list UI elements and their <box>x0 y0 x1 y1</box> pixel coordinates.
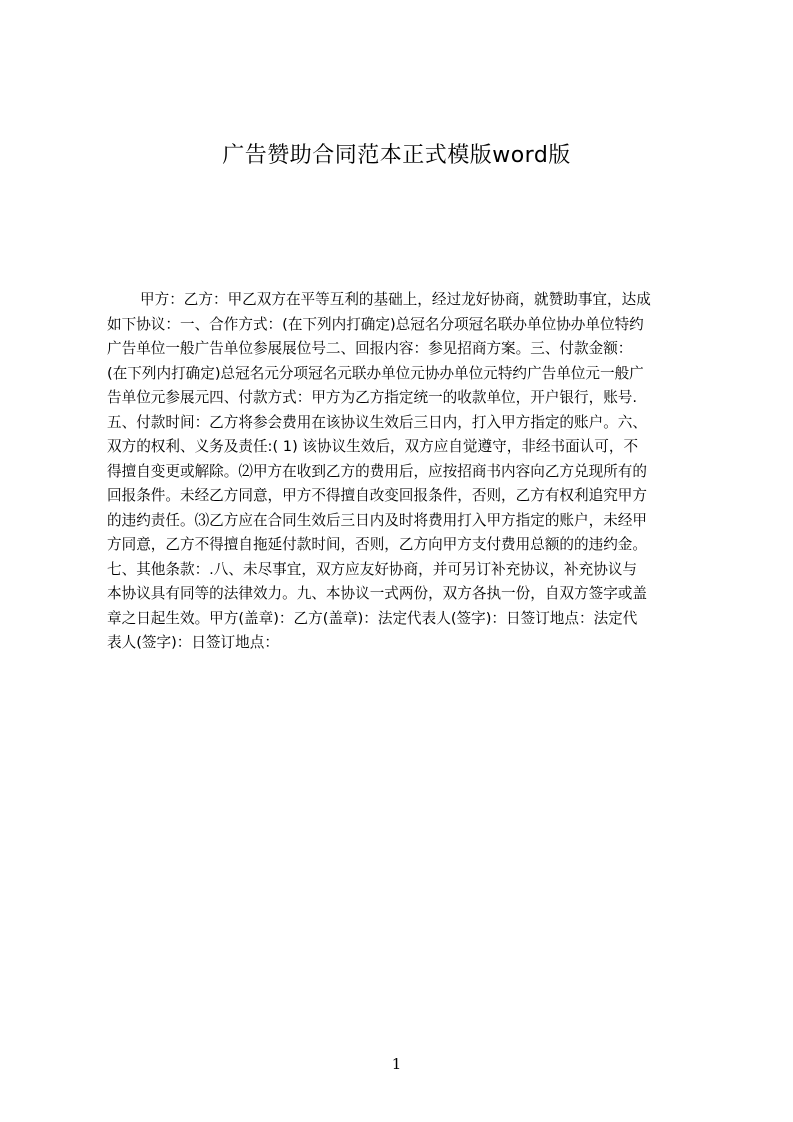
body-line: 得擅自变更或解除。⑵甲方在收到乙方的费用后，应按招商书内容向乙方兑现所有的 <box>107 462 647 480</box>
document-body <box>107 288 699 696</box>
body-line: 双方的权利、义务及责任:( 1) 该协议生效后，双方应自觉遵守，非经书面认可，不 <box>107 438 639 455</box>
body-line: 七、其他条款：.八、未尽事宜，双方应友好协商，并可另订补充协议，补充协议与 <box>107 560 638 578</box>
document-title: 广告赞助合同范本正式模版word版 <box>222 143 571 168</box>
body-line: 方同意，乙方不得擅自拖延付款时间，否则，乙方向甲方支付费用总额的的违约金。 <box>107 536 647 553</box>
body-line: 的违约责任。⑶乙方应在合同生效后三日内及时将费用打入甲方指定的账户，未经甲 <box>107 511 647 529</box>
body-line: 本协议具有同等的法律效力。九、本协议一式两份，双方各执一份，自双方签字或盖 <box>107 585 647 602</box>
body-line: 广告单位一般广告单位参展展位号二、回报内容：参见招商方案。三、付款金额： <box>107 340 633 357</box>
body-line: 五、付款时间：乙方将参会费用在该协议生效后三日内，打入甲方指定的账户。六、 <box>107 413 647 431</box>
body-line: 告单位元参展元四、付款方式：甲方为乙方指定统一的收款单位，开户银行，账号. <box>107 389 638 406</box>
body-line: 表人(签字)：日签订地点： <box>107 634 279 651</box>
body-line: 回报条件。未经乙方同意，甲方不得擅自改变回报条件，否则，乙方有权利追究甲方 <box>107 487 647 504</box>
body-line: 如下协议：一、合作方式：(在下列内打确定)总冠名分项冠名联办单位协办单位特约 <box>107 315 644 333</box>
body-line: (在下列内打确定)总冠名元分项冠名元联办单位元协办单位元特约广告单位元一般广 <box>107 364 644 382</box>
body-line: 章之日起生效。甲方(盖章)：乙方(盖章)：法定代表人(签字)：日签订地点：法定代 <box>107 609 638 627</box>
page-number: 1 <box>391 1055 402 1073</box>
body-line: 甲方：乙方：甲乙双方在平等互利的基础上，经过龙好协商，就赞助事宜，达成 <box>140 291 651 308</box>
